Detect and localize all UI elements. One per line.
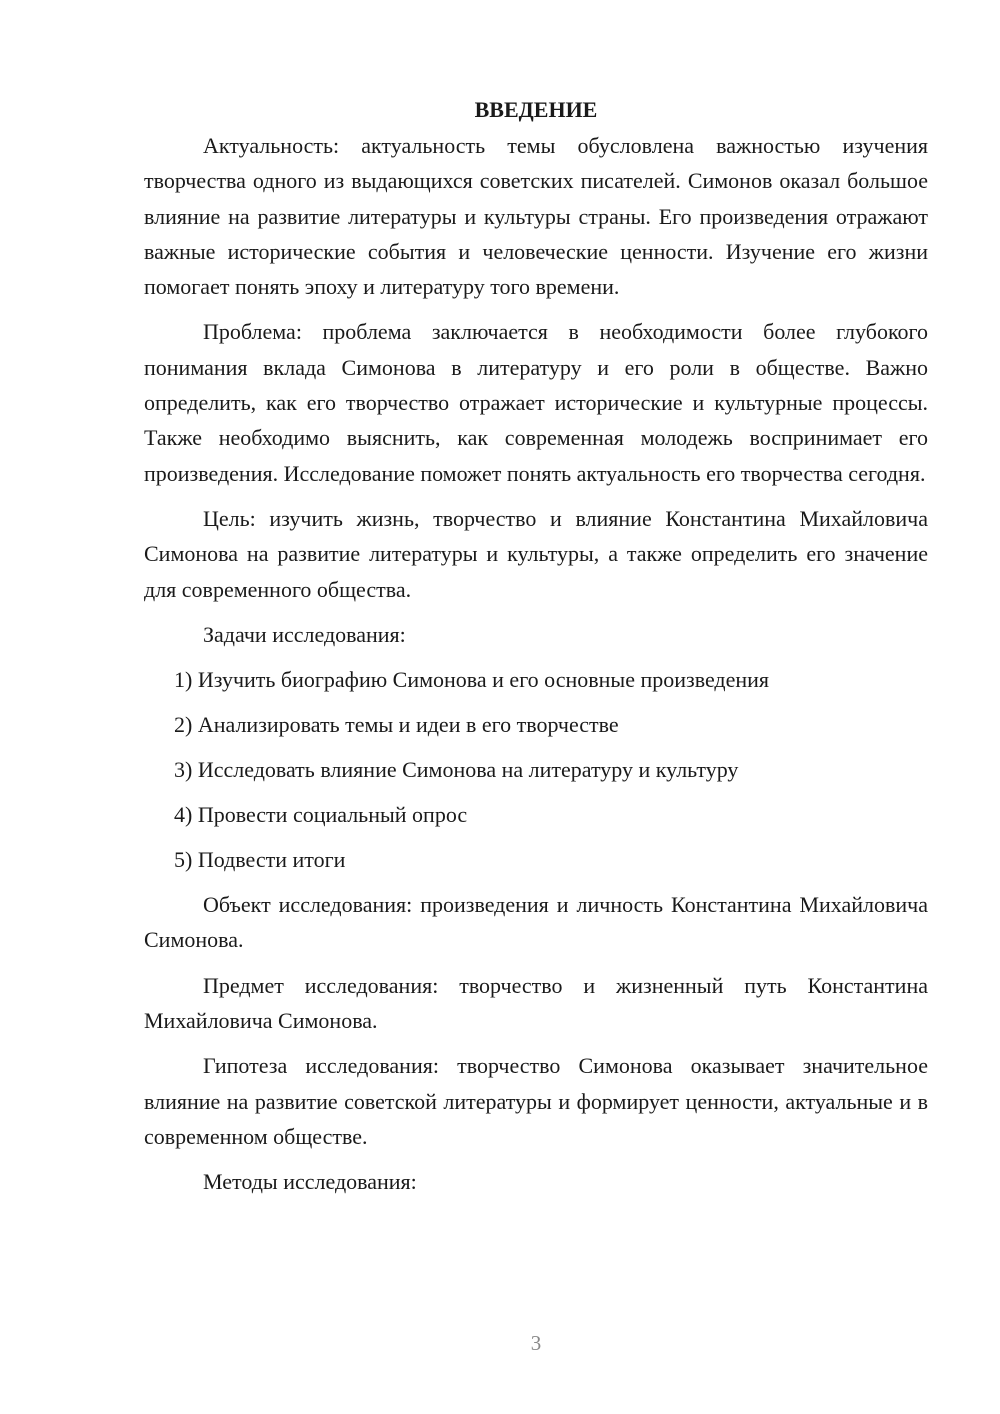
list-item: 2) Анализировать темы и идеи в его творчестве: [174, 712, 619, 738]
tasks-list: [144, 662, 928, 877]
page-number: 3: [530, 1331, 542, 1355]
goal-paragraph: Цель: изучить жизнь, творчество и влияние Константина Михайловича Симонова на развитие литературы и культуры, а также определить его значение для современного общества.: [144, 505, 928, 602]
list-item: 1) Изучить биографию Симонова и его основные произведения: [174, 667, 770, 693]
document-page: [144, 92, 928, 1210]
list-item: 5) Подвести итоги: [174, 847, 346, 873]
list-item: 4) Провести социальный опрос: [174, 802, 468, 828]
object-paragraph: Объект исследования: произведения и личность Константина Михайловича Симонова.: [144, 892, 928, 953]
subject-paragraph: Предмет исследования: творчество и жизненный путь Константина Михайловича Симонова.: [144, 972, 928, 1034]
problem-paragraph: Проблема: проблема заключается в необходимости более глубокого понимания вклада Симонова в литературу и его роли в обществе. Важно определить, как его творчество отражает исторические и культурные процессы. Также необходимо выяснить, как современная молодежь воспринимает его произведения. Исследование поможет понять актуальность его творчества сегодня.: [144, 319, 928, 486]
hypothesis-paragraph: Гипотеза исследования: творчество Симонова оказывает значительное влияние на развитие советской литературы и формирует ценности, актуальные и в современном обществе.: [144, 1053, 928, 1149]
page-title: ВВЕДЕНИЕ: [474, 97, 598, 122]
list-item: 3) Исследовать влияние Симонова на литературу и культуру: [174, 757, 739, 783]
tasks-heading: Задачи исследования:: [203, 621, 406, 647]
relevance-paragraph: Актуальность: актуальность темы обусловлена важностью изучения творчества одного из выдающихся советских писателей. Симонов оказал большое влияние на развитие литературы и культуры страны. Его произведения отражают важные исторические события и человеческие ценности. Изучение его жизни помогает понять эпоху и литературу того времени.: [144, 133, 928, 300]
methods-heading: Методы исследования:: [203, 1169, 417, 1195]
